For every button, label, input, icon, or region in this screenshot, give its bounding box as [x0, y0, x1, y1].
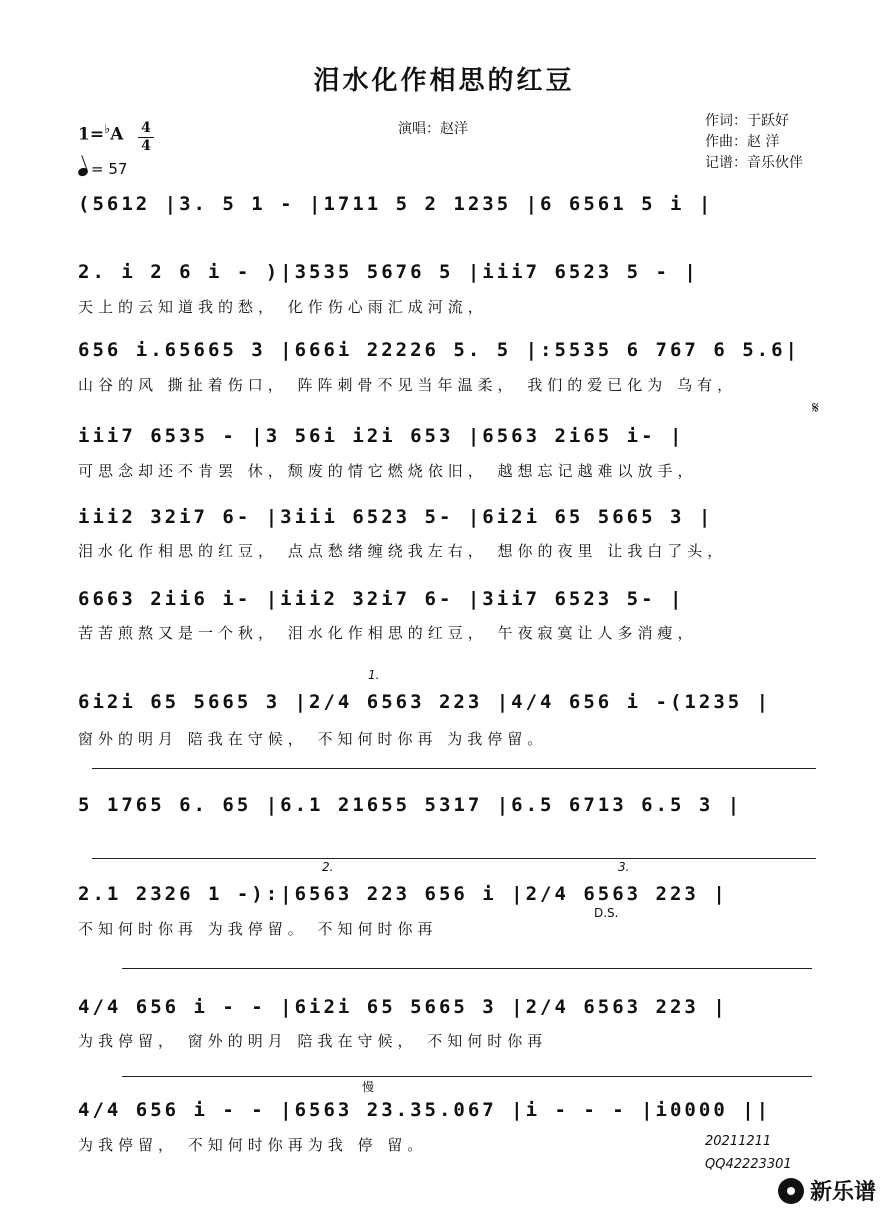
tempo-value: = 57: [91, 160, 128, 178]
score-row: [78, 192, 818, 232]
notes-line: 6663 2ii6 i- |iii2 32i7 6- |3ii7 6523 5- |: [78, 588, 685, 610]
key-signature: [78, 122, 123, 145]
section-rule: [122, 1076, 812, 1077]
score-row: [78, 260, 818, 300]
time-bottom: 4: [141, 138, 151, 154]
time-top: 4: [141, 120, 151, 136]
volta-1-mark: 1.: [368, 668, 380, 682]
notes-line: (5612 |3. 5 1 - |1711 5 2 1235 |6 6561 5 i |: [78, 193, 714, 215]
notes-line: 4/4 656 i - - |6i2i 65 5665 3 |2/4 6563 223 |: [78, 996, 728, 1018]
score-row: [78, 338, 818, 378]
lyric-line: 为我停留， 窗外的明月 陪我在守候， 不知何时你再: [78, 1032, 548, 1050]
section-rule: [92, 768, 816, 769]
score-row: [78, 424, 818, 464]
notes-line: 6i2i 65 5665 3 |2/4 6563 223 |4/4 656 i -(1235 |: [78, 691, 772, 713]
tempo-marking: [78, 160, 127, 178]
song-title: 泪水化作相思的红豆: [313, 66, 575, 96]
lyricist-credit: 作词：于跃好: [705, 113, 789, 129]
transcription-date: 20211211: [705, 1134, 772, 1149]
score-row: [78, 690, 818, 730]
qq-number: QQ42223301: [705, 1157, 792, 1172]
score-row: [78, 793, 818, 833]
flat-sign: ♭: [104, 122, 111, 137]
notes-line: 656 i.65665 3 |666i 22226 5. 5 |:5535 6 767 6 5.6|: [78, 339, 800, 361]
score-row: [78, 995, 818, 1035]
section-rule: [122, 968, 812, 969]
segno-icon: 𝄋: [812, 398, 819, 417]
singer-credit: 演唱：赵洋: [398, 121, 468, 137]
ds-mark: D.S.: [594, 906, 619, 920]
vinyl-disc-icon: [778, 1178, 804, 1204]
lyric-line: 泪水化作相思的红豆， 点点愁绪缠绕我左右， 想你的夜里 让我白了头，: [78, 542, 728, 560]
key-prefix: 1=: [78, 124, 105, 145]
slow-mark: 慢: [362, 1080, 375, 1094]
volta-3-mark: 3.: [618, 860, 630, 874]
notes-line: 5 1765 6. 65 |6.1 21655 5317 |6.5 6713 6.5 3 |: [78, 794, 743, 816]
notes-line: 2.1 2326 1 -):|6563 223 656 i |2/4 6563 223 |: [78, 883, 728, 905]
score-row: [78, 587, 818, 627]
lyric-line: 窗外的明月 陪我在守候， 不知何时你再 为我停留。: [78, 730, 548, 748]
transcriber-credit: 记谱：音乐伙伴: [705, 155, 803, 171]
key-letter: A: [110, 124, 124, 145]
lyric-line: 不知何时你再 为我停留。 不知何时你再: [78, 920, 438, 938]
brand-logo: [778, 1175, 876, 1206]
lyric-line: 苦苦煎熬又是一个秋， 泪水化作相思的红豆， 午夜寂寞让人多消瘦，: [78, 624, 698, 642]
lyric-line: 可思念却还不肯罢 休，颓废的情它燃烧依旧， 越想忘记越难以放手，: [78, 462, 698, 480]
brand-name: 新乐谱: [809, 1180, 876, 1205]
quarter-note-icon: [77, 167, 89, 178]
score-row: [78, 882, 818, 922]
lyric-line: 山谷的风 撕扯着伤口， 阵阵刺骨不见当年温柔， 我们的爱已化为 乌有，: [78, 376, 738, 394]
composer-credit: 作曲：赵 洋: [705, 134, 780, 150]
score-row: [78, 505, 818, 545]
lyric-line: 为我停留， 不知何时你再为我 停 留。: [78, 1136, 428, 1154]
notes-line: iii2 32i7 6- |3iii 6523 5- |6i2i 65 5665 3 |: [78, 506, 714, 528]
notes-line: 2. i 2 6 i - )|3535 5676 5 |iii7 6523 5 - |: [78, 261, 699, 283]
notes-line: 4/4 656 i - - |6563 23.35.067 |i - - - |i0000 ||: [78, 1099, 772, 1121]
volta-2-mark: 2.: [322, 860, 334, 874]
section-rule: [92, 858, 816, 859]
lyric-line: 天上的云知道我的愁， 化作伤心雨汇成河流，: [78, 298, 488, 316]
time-signature: [138, 120, 154, 155]
score-row: [78, 1098, 818, 1138]
notes-line: iii7 6535 - |3 56i i2i 653 |6563 2i65 i- |: [78, 425, 685, 447]
